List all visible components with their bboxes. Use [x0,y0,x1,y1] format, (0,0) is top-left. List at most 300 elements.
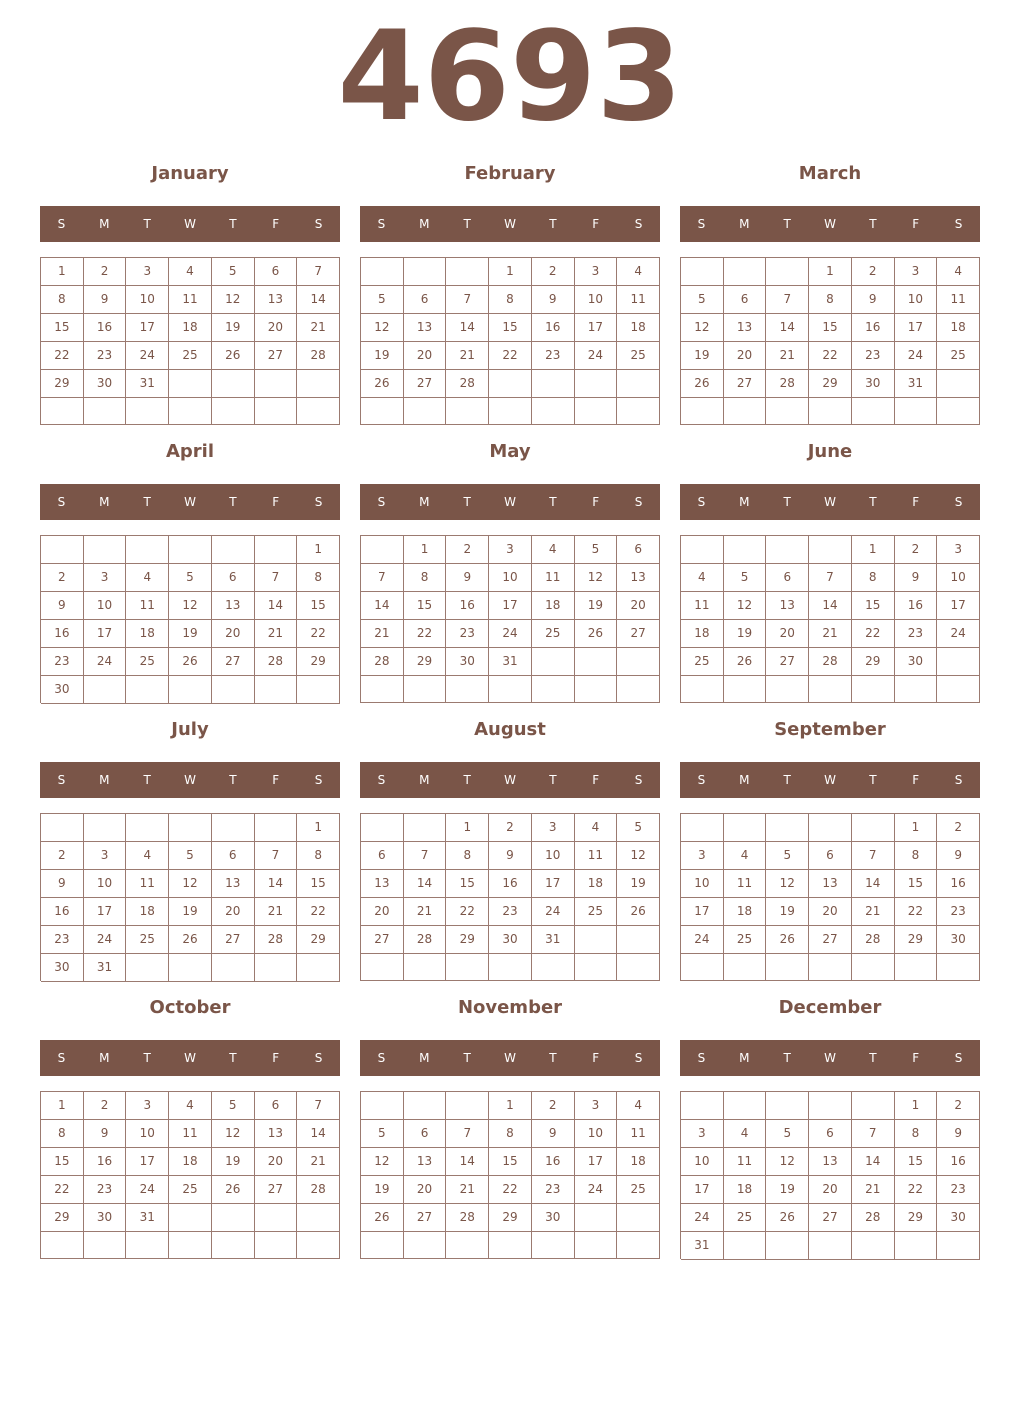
month-august [360,718,660,981]
day-cell: 10 [126,286,169,314]
day-cell: 30 [41,954,84,982]
month-name: September [774,719,886,740]
day-cell: 12 [575,564,618,592]
day-cell: 16 [489,870,532,898]
day-cell: 1 [404,536,447,564]
empty-cell [532,648,575,676]
day-cell: 11 [575,842,618,870]
empty-cell [852,1092,895,1120]
day-cell: 7 [297,1092,340,1120]
empty-cell [41,398,84,425]
day-cell: 26 [617,898,660,926]
empty-cell [169,954,212,982]
day-grid [40,1091,340,1259]
empty-cell [446,1232,489,1259]
weekday-label: S [377,1051,386,1065]
day-cell: 27 [212,926,255,954]
weekday-header [360,1040,660,1076]
day-cell: 12 [617,842,660,870]
day-cell: 10 [84,870,127,898]
weekday-label: S [314,495,323,509]
weekday-label: T [143,1051,151,1065]
day-cell: 14 [852,1148,895,1176]
day-cell: 13 [212,592,255,620]
day-cell: 3 [84,564,127,592]
day-cell: 2 [532,1092,575,1120]
empty-cell [255,1232,298,1259]
day-cell: 24 [489,620,532,648]
day-grid [40,535,340,703]
day-cell: 21 [852,1176,895,1204]
day-cell: 12 [361,314,404,342]
day-cell: 22 [489,1176,532,1204]
weekday-label: W [824,773,836,787]
day-cell: 8 [852,564,895,592]
empty-cell [617,676,660,703]
weekday-header [360,484,660,520]
day-cell: 10 [84,592,127,620]
day-cell: 28 [404,926,447,954]
day-grid [40,813,340,981]
month-name: February [464,163,556,184]
weekday-label: S [954,495,963,509]
day-cell: 28 [255,926,298,954]
empty-cell [212,370,255,398]
day-cell: 24 [681,1204,724,1232]
day-cell: 7 [255,564,298,592]
day-cell: 30 [489,926,532,954]
day-cell: 3 [575,1092,618,1120]
weekday-label: T [463,1051,471,1065]
day-cell: 26 [766,926,809,954]
weekday-label: T [229,1051,237,1065]
day-cell: 10 [575,1120,618,1148]
empty-cell [852,1232,895,1260]
empty-cell [895,398,938,425]
day-cell: 29 [446,926,489,954]
month-april [40,440,340,703]
day-cell: 1 [41,258,84,286]
month-march [680,162,980,425]
empty-cell [681,814,724,842]
empty-cell [255,536,298,564]
weekday-label: S [314,773,323,787]
day-cell: 28 [446,1204,489,1232]
day-cell: 26 [212,342,255,370]
day-cell: 13 [361,870,404,898]
day-cell: 2 [937,1092,980,1120]
day-cell: 21 [361,620,404,648]
day-cell: 13 [255,1120,298,1148]
empty-cell [361,1092,404,1120]
day-cell: 6 [766,564,809,592]
empty-cell [255,954,298,982]
empty-cell [404,1232,447,1259]
day-cell: 29 [489,1204,532,1232]
empty-cell [617,398,660,425]
day-cell: 1 [852,536,895,564]
month-name: March [798,163,862,184]
weekday-label: F [272,1051,280,1065]
day-cell: 26 [169,926,212,954]
weekday-label: F [272,217,280,231]
weekday-header [360,206,660,242]
empty-cell [169,1232,212,1259]
day-cell: 24 [84,648,127,676]
empty-cell [84,1232,127,1259]
day-cell: 16 [41,898,84,926]
day-cell: 1 [297,536,340,564]
day-cell: 25 [126,648,169,676]
empty-cell [766,1092,809,1120]
day-cell: 27 [255,342,298,370]
day-grid [680,257,980,425]
weekday-label: T [143,217,151,231]
day-cell: 26 [361,370,404,398]
empty-cell [212,814,255,842]
day-cell: 21 [446,342,489,370]
day-cell: 9 [489,842,532,870]
day-cell: 19 [575,592,618,620]
empty-cell [575,676,618,703]
day-cell: 3 [489,536,532,564]
day-cell: 18 [126,620,169,648]
day-cell: 8 [809,286,852,314]
day-cell: 9 [84,1120,127,1148]
weekday-label: F [272,773,280,787]
weekday-label: M [419,1051,430,1065]
weekday-label: S [314,1051,323,1065]
day-cell: 31 [84,954,127,982]
empty-cell [361,536,404,564]
empty-cell [809,676,852,703]
day-cell: 3 [575,258,618,286]
month-name: November [457,997,563,1018]
day-cell: 22 [297,620,340,648]
day-cell: 4 [724,842,767,870]
day-cell: 6 [724,286,767,314]
day-cell: 17 [84,898,127,926]
day-cell: 24 [937,620,980,648]
day-cell: 23 [84,1176,127,1204]
weekday-label: M [739,217,750,231]
empty-cell [212,398,255,425]
day-cell: 13 [724,314,767,342]
day-cell: 1 [895,1092,938,1120]
day-cell: 24 [532,898,575,926]
day-cell: 2 [895,536,938,564]
weekday-label: S [954,773,963,787]
day-cell: 29 [809,370,852,398]
day-cell: 26 [724,648,767,676]
empty-cell [404,676,447,703]
weekday-label: S [697,495,706,509]
day-cell: 4 [575,814,618,842]
day-cell: 8 [895,842,938,870]
day-cell: 21 [404,898,447,926]
day-cell: 9 [852,286,895,314]
month-september [680,718,980,981]
day-cell: 2 [84,1092,127,1120]
weekday-header [40,1040,340,1076]
weekday-label: T [549,773,557,787]
day-cell: 22 [809,342,852,370]
day-cell: 9 [532,286,575,314]
empty-cell [404,1092,447,1120]
empty-cell [681,954,724,981]
day-cell: 8 [404,564,447,592]
empty-cell [532,398,575,425]
empty-cell [255,398,298,425]
day-cell: 15 [41,1148,84,1176]
day-cell: 24 [84,926,127,954]
day-cell: 28 [852,1204,895,1232]
day-cell: 3 [681,1120,724,1148]
empty-cell [766,536,809,564]
day-cell: 16 [895,592,938,620]
empty-cell [724,954,767,981]
empty-cell [84,814,127,842]
empty-cell [617,1232,660,1259]
day-cell: 6 [212,564,255,592]
empty-cell [212,954,255,982]
day-cell: 2 [41,842,84,870]
day-cell: 26 [212,1176,255,1204]
day-cell: 9 [84,286,127,314]
weekday-label: T [229,217,237,231]
empty-cell [766,676,809,703]
day-cell: 4 [126,564,169,592]
day-cell: 3 [895,258,938,286]
day-cell: 31 [532,926,575,954]
weekday-label: S [634,217,643,231]
day-cell: 4 [126,842,169,870]
day-cell: 20 [255,314,298,342]
day-cell: 27 [404,370,447,398]
empty-cell [766,398,809,425]
day-cell: 20 [404,342,447,370]
weekday-label: S [57,217,66,231]
weekday-label: W [824,1051,836,1065]
day-cell: 20 [809,1176,852,1204]
day-cell: 12 [766,1148,809,1176]
weekday-label: M [419,773,430,787]
empty-cell [404,954,447,981]
weekday-label: F [592,495,600,509]
day-cell: 30 [84,370,127,398]
empty-cell [895,676,938,703]
day-cell: 11 [617,286,660,314]
empty-cell [126,814,169,842]
weekday-label: S [377,495,386,509]
day-cell: 16 [852,314,895,342]
weekday-label: S [697,217,706,231]
day-cell: 7 [404,842,447,870]
weekday-label: W [184,1051,196,1065]
day-cell: 25 [724,1204,767,1232]
day-cell: 11 [937,286,980,314]
weekday-label: W [504,773,516,787]
weekday-label: T [783,1051,791,1065]
day-cell: 9 [895,564,938,592]
empty-cell [297,1232,340,1259]
empty-cell [361,676,404,703]
day-cell: 29 [297,648,340,676]
day-cell: 18 [532,592,575,620]
day-cell: 14 [361,592,404,620]
day-cell: 4 [681,564,724,592]
empty-cell [617,926,660,954]
day-cell: 2 [41,564,84,592]
empty-cell [937,370,980,398]
day-cell: 20 [404,1176,447,1204]
day-cell: 18 [169,1148,212,1176]
day-cell: 20 [809,898,852,926]
day-cell: 11 [724,870,767,898]
day-cell: 5 [766,842,809,870]
empty-cell [937,398,980,425]
day-cell: 29 [895,926,938,954]
day-cell: 24 [126,342,169,370]
day-cell: 1 [446,814,489,842]
empty-cell [297,370,340,398]
weekday-header [680,206,980,242]
empty-cell [895,954,938,981]
weekday-label: T [463,495,471,509]
empty-cell [169,676,212,704]
day-cell: 24 [126,1176,169,1204]
day-cell: 24 [895,342,938,370]
day-cell: 6 [404,1120,447,1148]
day-cell: 15 [809,314,852,342]
weekday-header [40,206,340,242]
day-cell: 17 [895,314,938,342]
day-cell: 8 [297,842,340,870]
day-cell: 14 [852,870,895,898]
day-cell: 9 [41,592,84,620]
weekday-label: M [419,495,430,509]
month-january [40,162,340,425]
day-cell: 7 [766,286,809,314]
day-cell: 23 [41,648,84,676]
day-cell: 12 [169,592,212,620]
weekday-label: T [869,495,877,509]
empty-cell [404,258,447,286]
day-cell: 21 [297,1148,340,1176]
weekday-label: W [184,217,196,231]
day-cell: 17 [575,1148,618,1176]
empty-cell [724,398,767,425]
empty-cell [681,1092,724,1120]
empty-cell [361,814,404,842]
day-cell: 26 [361,1204,404,1232]
day-cell: 23 [41,926,84,954]
day-cell: 3 [532,814,575,842]
day-cell: 30 [937,926,980,954]
empty-cell [297,398,340,425]
empty-cell [297,1204,340,1232]
weekday-label: T [869,773,877,787]
weekday-label: M [99,1051,110,1065]
month-november [360,996,660,1259]
day-cell: 12 [361,1148,404,1176]
day-cell: 11 [724,1148,767,1176]
empty-cell [84,536,127,564]
month-name: April [165,441,215,462]
weekday-label: T [463,217,471,231]
day-cell: 10 [895,286,938,314]
day-cell: 11 [169,1120,212,1148]
day-cell: 27 [361,926,404,954]
empty-cell [361,1232,404,1259]
weekday-label: F [272,495,280,509]
day-cell: 31 [895,370,938,398]
weekday-label: W [504,217,516,231]
day-cell: 15 [41,314,84,342]
weekday-label: S [314,217,323,231]
empty-cell [809,814,852,842]
day-cell: 14 [404,870,447,898]
empty-cell [724,1232,767,1260]
empty-cell [575,370,618,398]
day-cell: 4 [617,1092,660,1120]
day-cell: 28 [361,648,404,676]
day-cell: 20 [766,620,809,648]
day-cell: 7 [446,1120,489,1148]
day-cell: 5 [212,258,255,286]
day-cell: 15 [852,592,895,620]
day-cell: 28 [297,1176,340,1204]
weekday-label: T [783,495,791,509]
day-cell: 19 [212,314,255,342]
day-cell: 14 [446,314,489,342]
empty-cell [766,954,809,981]
weekday-label: W [184,773,196,787]
empty-cell [446,1092,489,1120]
day-cell: 2 [489,814,532,842]
day-cell: 21 [255,620,298,648]
empty-cell [126,398,169,425]
day-cell: 12 [212,286,255,314]
empty-cell [809,954,852,981]
weekday-label: S [634,495,643,509]
empty-cell [617,954,660,981]
empty-cell [617,648,660,676]
empty-cell [169,370,212,398]
day-cell: 17 [84,620,127,648]
day-cell: 6 [404,286,447,314]
day-grid [680,535,980,703]
day-cell: 25 [617,1176,660,1204]
day-cell: 6 [617,536,660,564]
weekday-label: T [143,773,151,787]
empty-cell [809,398,852,425]
day-cell: 21 [852,898,895,926]
weekday-label: W [504,495,516,509]
day-cell: 1 [895,814,938,842]
day-cell: 13 [809,1148,852,1176]
weekday-label: T [229,495,237,509]
day-cell: 25 [169,342,212,370]
weekday-label: M [739,495,750,509]
empty-cell [681,676,724,703]
day-cell: 16 [84,314,127,342]
weekday-header [680,484,980,520]
weekday-label: S [57,495,66,509]
weekday-label: M [739,773,750,787]
day-cell: 12 [212,1120,255,1148]
day-cell: 23 [532,1176,575,1204]
